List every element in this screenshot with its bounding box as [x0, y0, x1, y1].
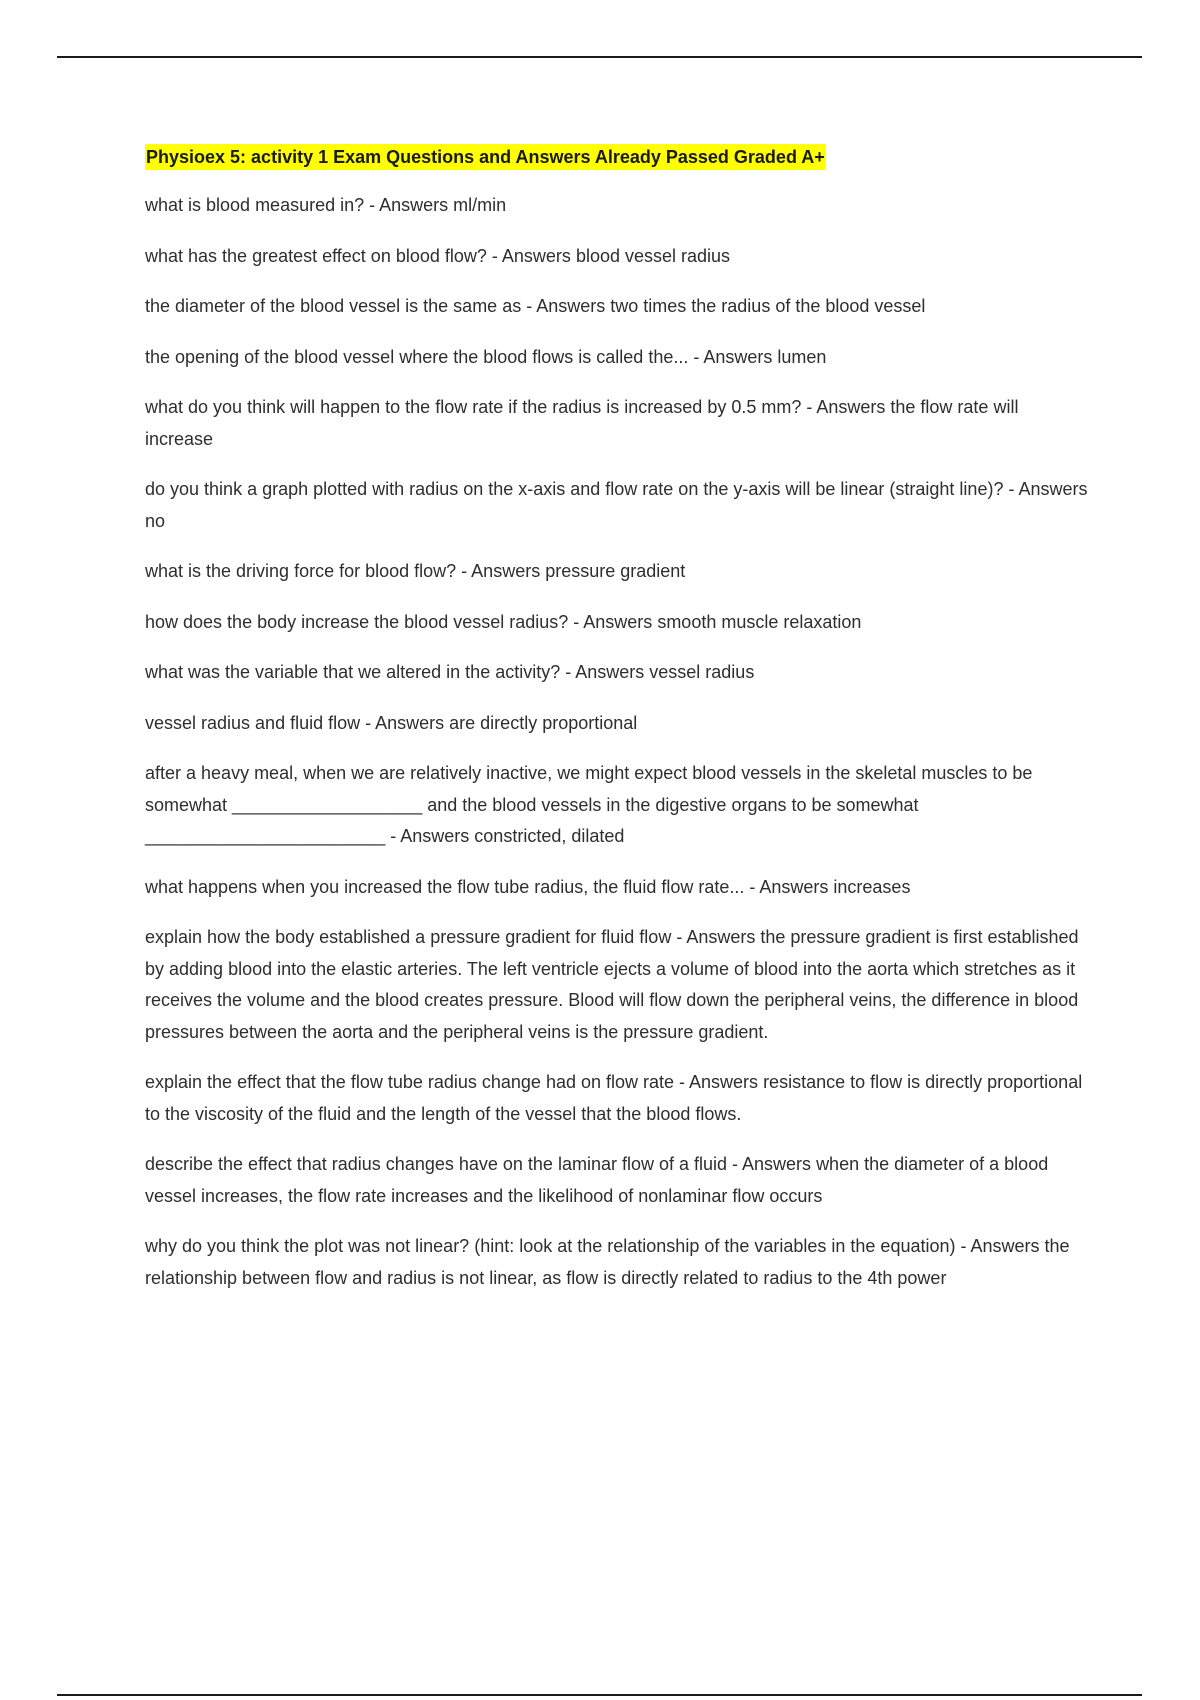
answer-text: smooth muscle relaxation: [657, 611, 862, 632]
qa-item-11: [145, 758, 1090, 853]
answer-separator: - Answers: [727, 1154, 817, 1174]
qa-item-4: [145, 342, 1090, 374]
answer-separator: - Answers: [688, 346, 778, 367]
answer-separator: - Answers: [385, 826, 475, 846]
qa-item-13: [145, 922, 1090, 1048]
question-text: vessel radius and fluid flow: [145, 712, 361, 733]
qa-item-3: [145, 291, 1090, 323]
qa-item-2: [145, 241, 1090, 273]
answer-text: are directly proportional: [449, 712, 638, 733]
answer-separator: - Answers: [360, 712, 450, 733]
answer-separator: - Answers: [560, 662, 650, 682]
answer-text: two times the radius of the blood vessel: [610, 296, 926, 316]
qa-item-9: [145, 657, 1090, 689]
question-text: what was the variable that we altered in the activity?: [145, 662, 561, 682]
qa-item-10: [145, 708, 1090, 740]
qa-item-5: [145, 392, 1090, 455]
question-text: what has the greatest effect on blood flow?: [145, 245, 487, 266]
qa-item-1: [145, 190, 1090, 222]
footer-rule: [57, 1694, 1142, 1696]
question-text: what do you think will happen to the flow rate if the radius is increased by 0.5 mm?: [145, 397, 802, 417]
qa-item-8: [145, 607, 1090, 639]
answer-separator: - Answers: [456, 561, 546, 581]
answer-separator: - Answers: [955, 1236, 1045, 1256]
answer-separator: - Answers: [801, 397, 891, 417]
answer-separator: - Answers: [744, 876, 834, 897]
question-text: what happens when you increased the flow tube radius, the fluid flow rate...: [145, 876, 745, 897]
document-title: Physioex 5: activity 1 Exam Questions and Answers Already Passed Graded A+: [145, 144, 826, 170]
document-body: [145, 144, 1093, 1313]
answer-text: blood vessel radius: [575, 245, 731, 266]
question-text: what is blood measured in?: [145, 195, 365, 215]
question-text: do you think a graph plotted with radius on the x-axis and flow rate on the y-axis will be linear (straight line)?: [145, 479, 1004, 499]
answer-separator: - Answers: [568, 611, 658, 632]
answer-text: constricted, dilated: [474, 826, 625, 846]
answer-text: ml/min: [453, 195, 507, 215]
question-text: what is the driving force for blood flow?: [145, 561, 457, 581]
answer-separator: - Answers: [364, 195, 454, 215]
answer-text: the pressure gradient is first established by adding blood into the elastic arteries. The left ventricle ejects a volume of blood into the aorta which stretches as it receives the volume and the blood creates pressure. Blood will flow down the peripheral veins, the difference in blood pressures between the aorta and the peripheral veins is the pressure gradient.: [145, 927, 1084, 1042]
question-text: why do you think the plot was not linear? (hint: look at the relationship of the variables in the equation): [145, 1236, 956, 1256]
answer-text: no: [145, 510, 166, 531]
question-text: explain how the body established a pressure gradient for fluid flow: [145, 927, 672, 947]
answer-text: increases: [833, 876, 911, 897]
answer-separator: - Answers: [521, 296, 611, 316]
qa-item-14: [145, 1067, 1090, 1130]
question-text: the diameter of the blood vessel is the same as: [145, 296, 522, 316]
question-text: describe the effect that radius changes have on the laminar flow of a fluid: [145, 1154, 728, 1174]
answer-separator: - Answers: [1003, 479, 1093, 499]
question-text: how does the body increase the blood vessel radius?: [145, 611, 569, 632]
qa-item-12: [145, 872, 1090, 904]
answer-text: resistance to flow is directly proportional to the viscosity of the fluid and the length of the vessel that the blood flows.: [145, 1072, 1088, 1124]
answer-separator: - Answers: [674, 1072, 764, 1092]
qa-item-6: [145, 474, 1093, 537]
qa-item-16: [145, 1231, 1090, 1294]
answer-separator: - Answers: [486, 245, 576, 266]
question-text: the opening of the blood vessel where the blood flows is called the...: [145, 346, 689, 367]
qa-item-15: [145, 1149, 1090, 1212]
answer-text: when the diameter of a blood vessel increases, the flow rate increases and the likelihood of nonlaminar flow occurs: [145, 1154, 1054, 1206]
answer-text: the relationship between flow and radius is not linear, as flow is directly related to radius to the 4th power: [145, 1236, 1075, 1288]
answer-text: pressure gradient: [545, 561, 686, 581]
answer-separator: - Answers: [671, 927, 761, 947]
answer-text: the flow rate will increase: [145, 397, 1024, 449]
question-text: after a heavy meal, when we are relatively inactive, we might expect blood vessels in the skeletal muscles to be somewhat ___________________ and the blood vessels in the digestive organs to be somewhat ________________________: [145, 763, 1038, 846]
answer-text: lumen: [777, 346, 827, 367]
qa-item-7: [145, 556, 1090, 588]
answer-text: vessel radius: [649, 662, 755, 682]
header-rule: [57, 56, 1142, 58]
question-text: explain the effect that the flow tube radius change had on flow rate: [145, 1072, 675, 1092]
